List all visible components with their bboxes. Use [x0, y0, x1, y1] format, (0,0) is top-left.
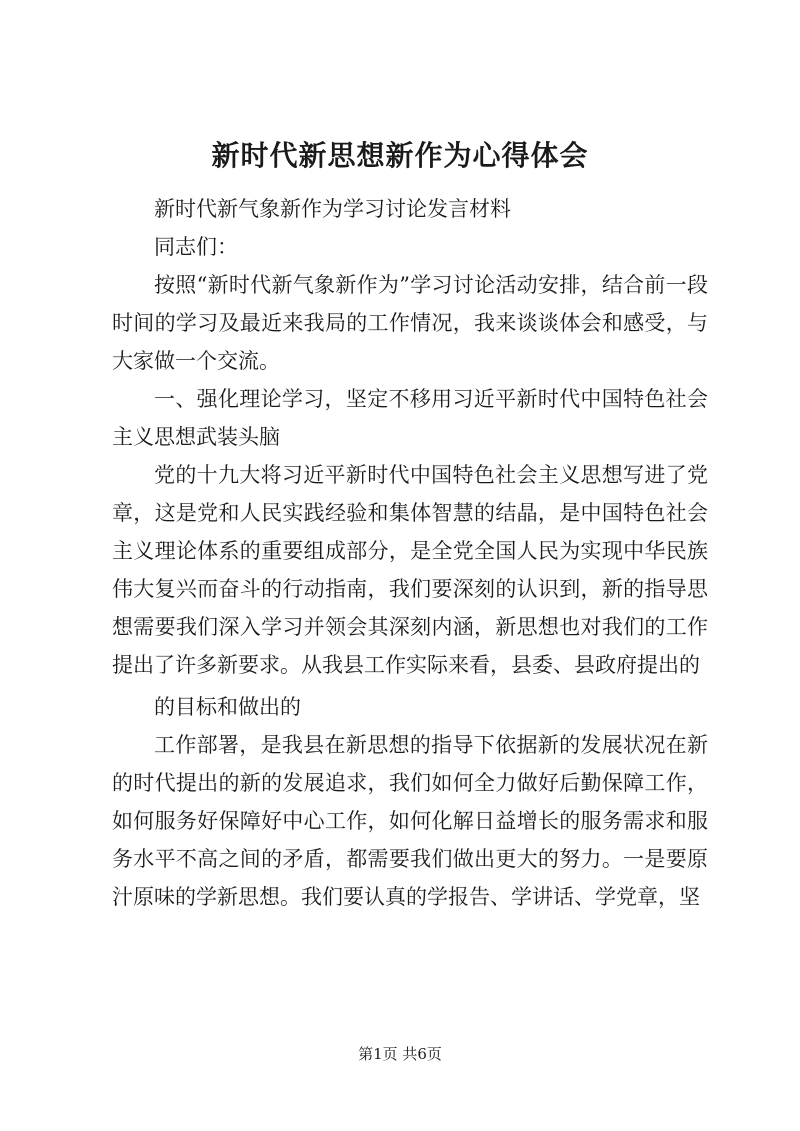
salutation-paragraph: 同志们： — [154, 235, 238, 259]
page-footer: 第1页 共6页 — [358, 1045, 442, 1063]
document-title: 新时代新思想新作为心得体会 — [211, 139, 589, 172]
section-heading-paragraph: 一、强化理论学习，坚定不移用习近平新时代中国特色社会主义思想武装头脑 — [112, 387, 708, 449]
body-paragraph: 党的十九大将习近平新时代中国特色社会主义思想写进了党章，这是党和人民实践经验和集体智慧的结晶，是中国特色社会主义理论体系的重要组成部分，是全党全国人民为实现中华民族伟大复兴而奋斗的行动指南，我们要深刻的认识到，新的指导思想需要我们深入学习并领会其深刻内涵，新思想也对我们的工作提出了许多新要求。从我县工作实际来看，县委、县政府提出的 — [112, 463, 708, 677]
body-paragraph: 按照“新时代新气象新作为”学习讨论活动安排，结合前一段时间的学习及最近来我局的工作情况，我来谈谈体会和感受，与大家做一个交流。 — [112, 273, 708, 373]
body-paragraph: 工作部署，是我县在新思想的指导下依据新的发展状况在新的时代提出的新的发展追求，我们如何全力做好后勤保障工作，如何服务好保障好中心工作，如何化解日益增长的服务需求和服务水平不高之间的矛盾，都需要我们做出更大的努力。一是要原汁原味的学新思想。我们要认真的学报告、学讲话、学党章，坚 — [112, 733, 708, 909]
subtitle-paragraph: 新时代新气象新作为学习讨论发言材料 — [154, 197, 511, 221]
body-paragraph: 的目标和做出的 — [154, 695, 301, 719]
document-body — [112, 190, 708, 916]
